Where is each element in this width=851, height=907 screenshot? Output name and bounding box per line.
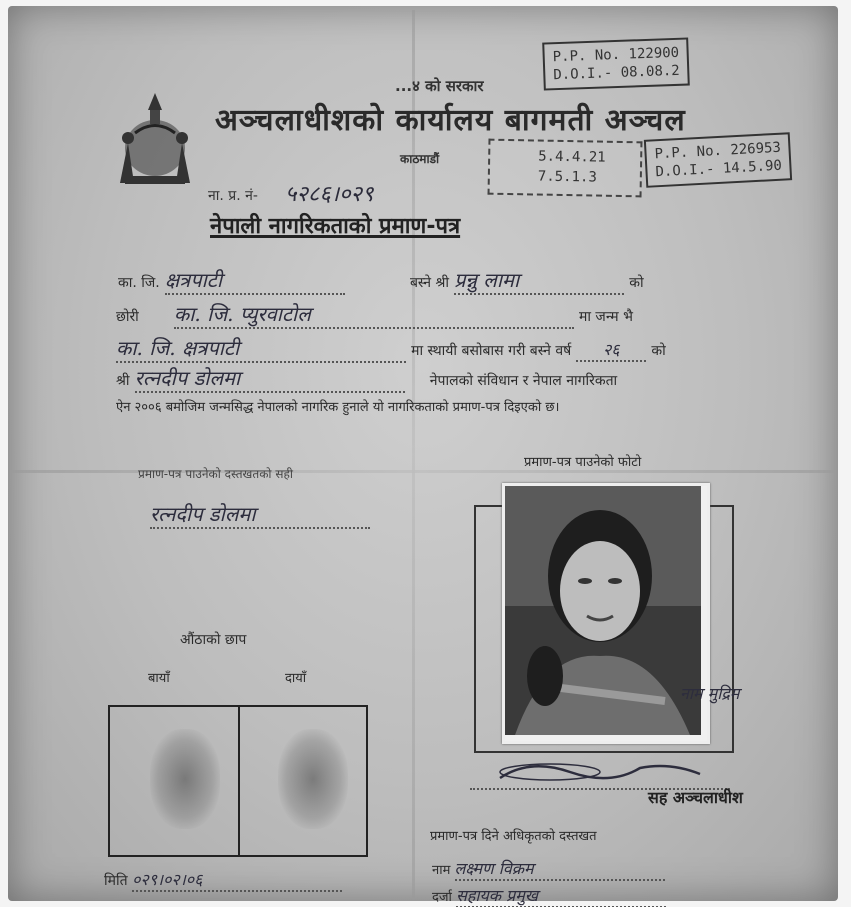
officer-rank-value: सहायक प्रमुख (456, 884, 666, 907)
text: छोरी (116, 309, 139, 325)
handwritten-field: का. जि. क्षत्रपाटी (116, 334, 406, 363)
left-thumbprint (150, 729, 220, 829)
passport-stamp-middle (644, 132, 793, 188)
handwritten-field: २६ (576, 338, 646, 362)
coat-of-arms-icon (110, 88, 200, 188)
stamp-line: D.O.I.- 14.5.90 (655, 157, 783, 181)
text: श्री (116, 373, 130, 389)
certificate-title: नेपाली नागरिकताको प्रमाण-पत्र (210, 214, 461, 239)
body-line-1 (118, 266, 644, 295)
fold-line-vertical (412, 10, 415, 900)
registration-number-value: ५२८६।०२९ (285, 182, 374, 207)
text: मा स्थायी बसोबास गरी बस्ने वर्ष (411, 343, 572, 359)
text: नेपालको संविधान र नेपाल नागरिकता (429, 373, 618, 389)
stamp-line: P.P. No. 122900 (552, 44, 680, 66)
thumbprint-label: औंठाको छाप (180, 632, 247, 648)
fold-line-horizontal (10, 470, 836, 473)
passport-stamp-top (542, 37, 690, 90)
body-line-5: ऐन २००६ बमोजिम जन्मसिद्ध नेपालको नागरिक हुनाले यो नागरिकताको प्रमाण-पत्र दिइएको छ। (116, 400, 560, 415)
holder-photo (502, 483, 710, 744)
officer-rank-label: दर्जा (432, 890, 452, 905)
text: बस्ने श्री (409, 275, 450, 291)
government-heading: ...४ को सरकार (395, 77, 484, 95)
stamp-line: D.O.I.- 08.08.2 (553, 62, 680, 84)
officer-signature-note: नाम मुद्रिम (680, 684, 740, 703)
officer-rank-row (432, 884, 666, 907)
right-thumbprint (278, 729, 348, 829)
text: को (629, 275, 644, 291)
thumbprint-box (108, 705, 368, 857)
handwritten-field: रत्नदीप डोलमा (135, 364, 405, 393)
handwritten-field: का. जि. प्युरवाटोल (174, 300, 574, 329)
officer-name-value: लक्ष्मण विक्रम (455, 857, 665, 881)
officer-designation-stamp: सह अञ्चलाधीश (648, 788, 743, 807)
officer-name-label: नाम (432, 863, 451, 878)
stamp-line: P.P. No. 226953 (654, 139, 782, 163)
handwritten-field: प्रन्नु लामा (454, 266, 624, 295)
text: को (651, 343, 666, 359)
left-thumb-label: बायाँ (148, 671, 170, 686)
date-stamp (488, 139, 643, 198)
stamp-line: 7.5.1.3 (537, 168, 597, 186)
photo-label: प्रमाण-पत्र पाउनेको फोटो (524, 455, 642, 470)
holder-signature: रत्नदीप डोलमा (150, 500, 370, 529)
date-row (104, 868, 342, 892)
date-label: मिति (104, 873, 128, 889)
officer-signature (470, 760, 730, 784)
body-line-2 (116, 300, 633, 329)
office-heading: अञ्चलाधीशको कार्यालय बागमती अञ्चल (215, 103, 686, 138)
thumbprint-divider (238, 707, 240, 855)
right-thumb-label: दायाँ (285, 671, 307, 686)
body-line-3 (116, 334, 666, 363)
text: मा जन्म भै (578, 309, 633, 325)
body-line-4 (116, 364, 617, 393)
stamp-line: 5.4.4.21 (538, 148, 606, 166)
holder-signature-label: प्रमाण-पत्र पाउनेको दस्तखतको सही (138, 467, 293, 481)
district-label: काठमाडौं (400, 152, 440, 166)
officer-name-row (432, 857, 665, 881)
text: का. जि. (118, 275, 160, 291)
handwritten-field: क्षत्रपाटी (165, 266, 345, 295)
registration-number-label: ना. प्र. नं- (208, 188, 258, 204)
officer-signature-label: प्रमाण-पत्र दिने अधिकृतको दस्तखत (430, 829, 597, 844)
date-value: ०२९।०२।०६ (132, 868, 342, 892)
portrait-image (505, 486, 701, 735)
